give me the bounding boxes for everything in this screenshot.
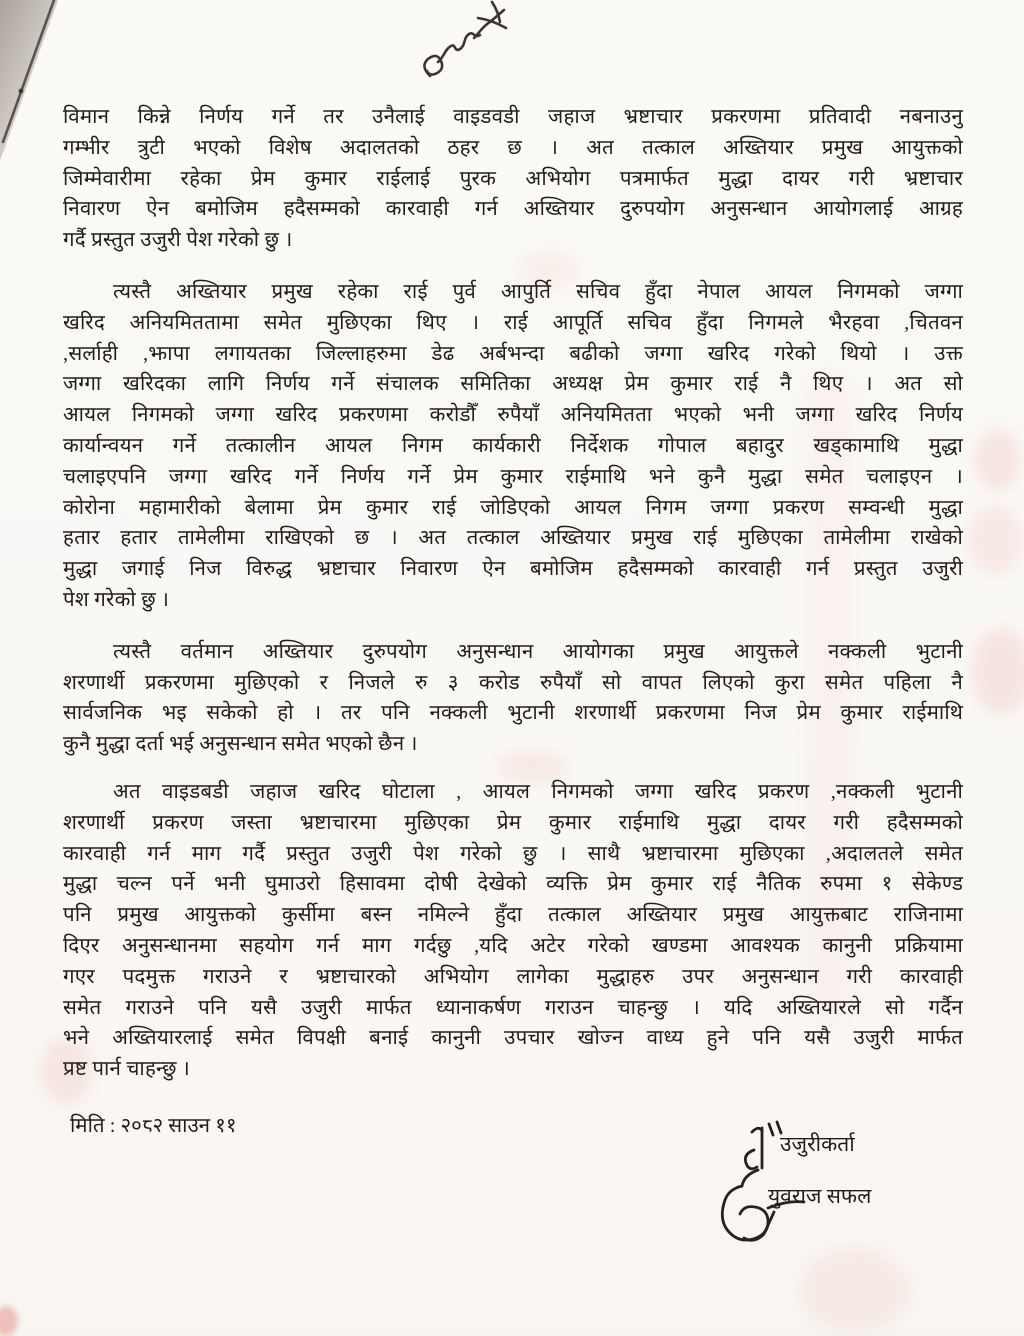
text-line: गएर पदमुक्त गराउने र भ्रष्टाचारको अभियोग लागेका मुद्धाहरु उपर अनुसन्धान गरी कारवाही [63,965,963,988]
text-line: मुद्धा चल्न पर्ने भनी घुमाउरो हिसावमा दोषी देखेको व्यक्ति प्रेम कुमार राई नैतिक रुपमा १ सेकेण्ड [63,873,963,896]
text-line: मुद्धा जगाई निज विरुद्ध भ्रष्टाचार निवारण ऐन बमोजिम हदैसम्मको कारवाही गर्न प्रस्तुत उजुरी [63,558,963,581]
text-line: आयल निगमको जग्गा खरिद प्रकरणमा करोडौँ रुपैयाँ अनियमितता भएको भनी जग्गा खरिद निर्णय [63,404,963,427]
text-line: गर्दै प्रस्तुत उजुरी पेश गरेको छु । [63,229,293,252]
text-line: चलाइएपनि जग्गा खरिद गर्ने निर्णय गर्ने प्रेम कुमार राईमाथि भने कुनै मुद्धा समेत चलाइएन । [63,465,963,488]
text-line: निवारण ऐन बमोजिम हदैसम्मको कारवाही गर्न अख्तियार दुरुपयोग अनुसन्धान आयोगलाई आग्रह [63,198,963,221]
text-line: हतार हतार तामेलीमा राखिएको छ । अत तत्काल अख्तियार प्रमुख राई मुछिएका तामेलीमा राखेको [63,527,963,550]
paragraph-2 [63,277,963,616]
signature-block [698,1116,958,1266]
text-line: भने अख्तियारलाई समेत विपक्षी बनाई कानुनी उपचार खोज्न वाध्य हुने पनि यसै उजुरी मार्फत [63,1027,963,1050]
date-line: मिति : २०८२ साउन ११ [70,1114,237,1137]
complainant-name: युवराज सफल [768,1184,872,1208]
text-line: जिम्मेवारीमा रहेका प्रेम कुमार राईलाई पुरक अभियोग पत्रमार्फत मुद्धा दायर गरी भ्रष्टाचार [63,167,963,190]
paragraph-3 [63,637,963,760]
text-line: कार्यान्वयन गर्ने तत्कालीन आयल निगम कार्यकारी निर्देशक गोपाल बहादुर खड्कामाथि मुद्धा [63,434,963,457]
top-handwriting-mark-icon [408,0,528,82]
scan-smudge [968,505,1022,575]
text-line: गम्भीर त्रुटी भएको विशेष अदालतको ठहर छ । अत तत्काल अख्तियार प्रमुख आयुक्तको [63,136,963,159]
text-line: प्रष्ट पार्न चाहन्छु । [63,1058,190,1081]
scan-smudge [975,430,1021,490]
complainant-role-label: उजुरीकर्ता [780,1132,855,1156]
paragraph-1 [63,102,963,256]
text-line: कुनै मुद्धा दर्ता भई अनुसन्धान समेत भएको छैन । [63,733,418,756]
text-line: शरणार्थी प्रकरण जस्ता भ्रष्टाचारमा मुछिएका प्रेम कुमार राईमाथि मुद्धा दायर गरी हदैसम्मको [63,811,963,834]
text-line: जग्गा खरिदका लागि निर्णय गर्ने संचालक समितिका अध्यक्ष प्रेम कुमार राई नै थिए । अत सो [63,373,963,396]
letter-body [63,102,963,1142]
text-line: विमान किन्ने निर्णय गर्ने तर उनैलाई वाइडवडी जहाज भ्रष्टाचार प्रकरणमा प्रतिवादी नबनाउनु [63,106,963,128]
paragraph-4 [63,777,963,1085]
text-line: ,सर्लाही ,झापा लगायतका जिल्लाहरुमा डेढ अर्बभन्दा बढीको जग्गा खरिद गरेको थियो । उक्त [63,342,963,365]
text-line: त्यस्तै अख्तियार प्रमुख रहेका राई पुर्व आपुर्ति सचिव हुँदा नेपाल आयल निगमको जग्गा [113,280,963,303]
text-line: दिएर अनुसन्धानमा सहयोग गर्न माग गर्दछु ,यदि अटेर गरेको खण्डमा आवश्यक कानुनी प्रक्रियामा [63,934,963,957]
text-line: कारवाही गर्न माग गर्दै प्रस्तुत उजुरी पेश गरेको छु । साथै भ्रष्टाचारमा मुछिएका ,अदालतले समेत [63,842,963,865]
text-line: पनि प्रमुख आयुक्तको कुर्सीमा बस्न नमिल्ने हुँदा तत्काल अख्तियार प्रमुख आयुक्तबाट राजिनामा [63,904,963,927]
text-line: शरणार्थी प्रकरणमा मुछिएको र निजले रु ३ करोड रुपैयाँ सो वापत लिएको कुरा समेत पहिला नै [63,671,963,694]
text-line: अत वाइडबडी जहाज खरिद घोटाला , आयल निगमको जग्गा खरिद प्रकरण ,नक्कली भुटानी [113,780,963,803]
text-line: सार्वजनिक भइ सकेको हो । तर पनि नक्कली भुटानी शरणार्थी प्रकरणमा निज प्रेम कुमार राईमाथि [63,702,963,725]
text-line: पेश गरेको छु । [63,588,170,611]
text-line: त्यस्तै वर्तमान अख्तियार दुरुपयोग अनुसन्धान आयोगका प्रमुख आयुक्तले नक्कली भुटानी [113,640,963,663]
text-line: समेत गराउने पनि यसै उजुरी मार्फत ध्यानाकर्षण गराउन चाहन्छु । यदि अख्तियारले सो गर्दैन [63,996,963,1019]
text-line: कोरोना महामारीको बेलामा प्रेम कुमार राई जोडिएको आयल निगम जग्गा प्रकरण सम्वन्धी मुद्धा [63,496,963,519]
text-line: खरिद अनियमिततामा समेत मुछिएका थिए । राई आपूर्ति सचिव हुँदा निगमले भैरहवा ,चितवन [63,311,963,334]
scan-smudge [972,628,1024,714]
